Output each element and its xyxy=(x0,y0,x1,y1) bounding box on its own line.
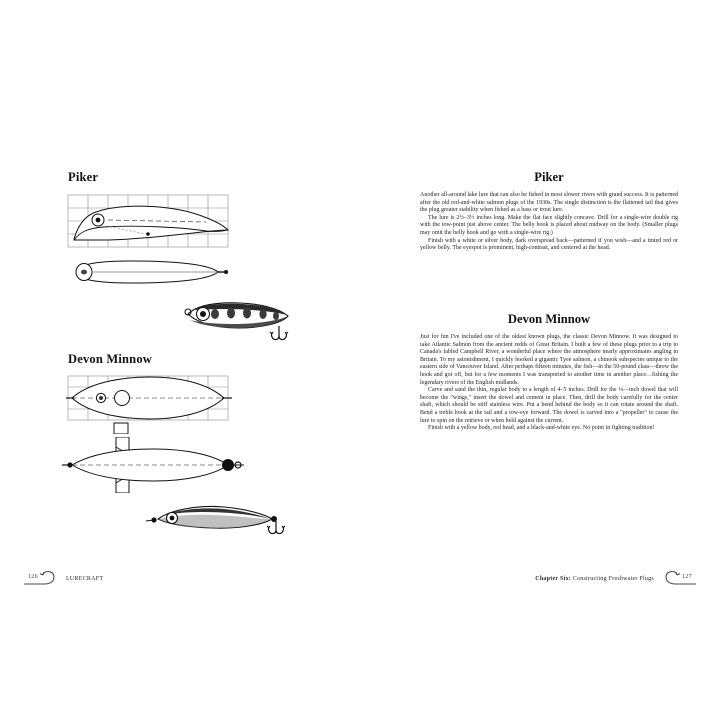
section-body-piker xyxy=(420,192,678,253)
section-title-piker: Piker xyxy=(534,170,564,184)
footer-left xyxy=(18,570,103,588)
paragraph: Carve and sand the thin, regular body to a length of 4–5 inches. Drill for the ¼—inch dowel that will become the "wings," insert the dowel and cement in place. Then, drill the body carefully for the center shaft, which should be stiff stainless wire. Put a bend behind the body so it can rotate around the shaft. Bend a treble hook at the tail and a tow-eye forward. The dowel is carved into a "propeller" to cause the lure to spin on the retrieve or when held against the current. xyxy=(420,387,678,424)
section-body-devon-minnow xyxy=(420,334,678,433)
paragraph: Just for fun I've included one of the oldest known plugs, the classic Devon Minnow. It was designed to take Atlantic Salmon from the ancient redds of Great Britain. I built a few of these plugs prior to a trip to Canada's fabled Campbell River, a wonderful place where the atmosphere nearly approximates angling in Britain. To my astonishment, I quickly hooked a gigantic Tyee salmon, a chinook subspecies unique to the eastern side of Vancouver Island. After perhaps fifteen minutes, the fish—in the 50-pound class—threw the hook and got off, but for a few moments I was transported to another time in another place…fishing the legendary rivers of the English midlands. xyxy=(420,334,678,386)
footer-right xyxy=(535,570,702,588)
running-head-title: Constructing Freshwater Plugs xyxy=(572,576,654,582)
running-head-left: LURECRAFT xyxy=(66,576,104,582)
paragraph: Finish with a yellow body, red head, and a black-and-white eye. No point in fighting tradition! xyxy=(428,425,655,432)
section-devon-minnow xyxy=(420,312,678,433)
figure-piker-side-profile-on-grid xyxy=(0,190,360,252)
right-page xyxy=(360,0,720,720)
running-head-right xyxy=(535,576,654,582)
figure-piker-finished-lure xyxy=(0,290,360,348)
paragraph: Another all-around lake lure that can also be fished in most slower rivers with grand success. It is patterned after the old red-and-white salmon plugs of the 1930s. The single distinction is the flattened tail that gives the plug greater stability when fished as a bass or trout lure. xyxy=(420,192,678,214)
folio-right-ornament-wrap xyxy=(658,570,702,588)
plate-heading-piker: Piker xyxy=(68,170,99,184)
folio-left: 126 xyxy=(28,574,38,580)
section-piker xyxy=(420,170,678,253)
section-title-devon-minnow: Devon Minnow xyxy=(507,312,591,326)
folio-right: 127 xyxy=(682,574,692,580)
hook-ornament-icon xyxy=(658,570,702,588)
figure-devon-plan-view-on-grid xyxy=(0,372,360,434)
paragraph: The lure is 2½–3½ inches long. Make the flat face slightly concave. Drill for a single-wire double rig with the tow-point just above center. The belly hook is placed about midway on the body. (Smaller plugs may omit the belly hook and go with a single-wire rig.) xyxy=(420,214,678,236)
figure-piker-top-plan-view xyxy=(0,256,360,288)
plate-devon-minnow xyxy=(0,352,360,551)
plate-piker xyxy=(0,170,360,348)
running-head-chapter: Chapter Six: xyxy=(535,576,571,582)
hook-ornament-icon xyxy=(18,570,62,588)
paragraph: Finish with a white or silver body, dark overspread back—patterned if you wish—and a tinted red or yellow belly. The eyespot is prominent, high-contrast, and centered at the head. xyxy=(420,237,678,252)
figure-devon-finished-lure xyxy=(0,495,360,551)
figure-devon-side-view-with-dowel-wings xyxy=(0,437,360,493)
plate-heading-devon-minnow: Devon Minnow xyxy=(68,352,153,366)
